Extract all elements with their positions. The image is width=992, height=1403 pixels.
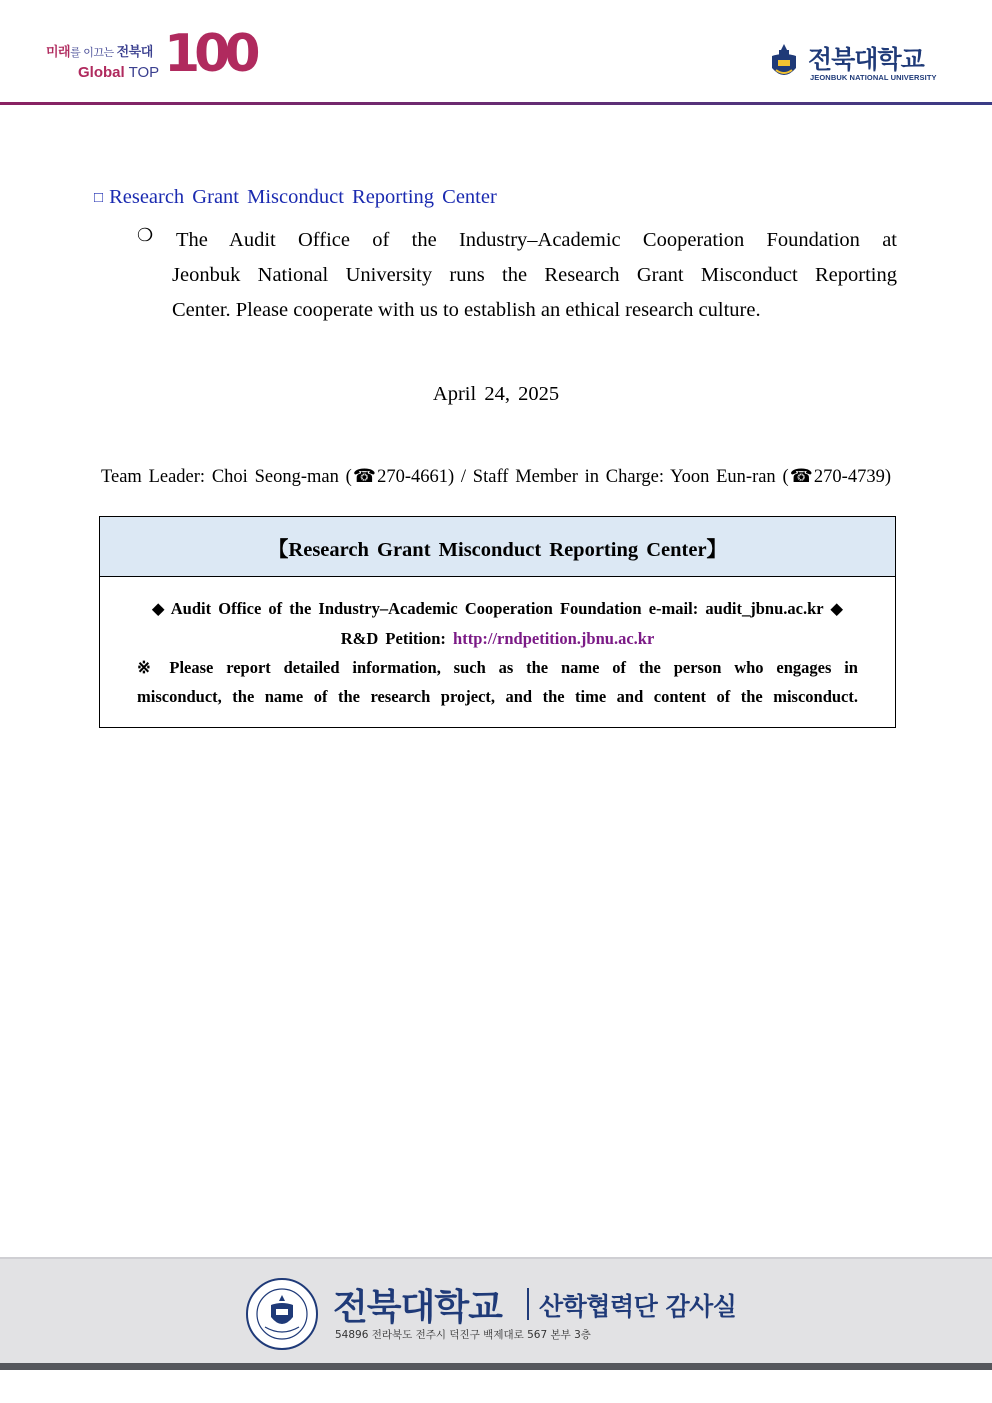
paragraph-line: The Audit Office of the Industry–Academic Cooperation Foundation at (176, 229, 897, 251)
header-divider (0, 102, 992, 105)
reporting-box-title: 【Research Grant Misconduct Reporting Center】 (100, 517, 895, 577)
intro-paragraph (172, 223, 897, 328)
logo-tagline-accent: 미래 (46, 45, 71, 60)
note-line: ※ Please report detailed information, such as the name of the person who engages in (137, 658, 858, 677)
header-university-name: 전북대학교 (808, 45, 924, 74)
square-marker-icon: □ (94, 190, 104, 206)
paragraph-line: Center. Please cooperate with us to establish an ethical research culture. (172, 299, 761, 321)
note-line: misconduct, the name of the research project, and the time and content of the misconduct. (137, 687, 858, 706)
logo-top-word: TOP (124, 64, 160, 81)
footer-top-rule (0, 1257, 992, 1259)
logo-100: 100 (164, 24, 255, 84)
email-line: ◆ Audit Office of the Industry–Academic Cooperation Foundation e-mail: audit_jbnu.ac.kr ◆ (151, 599, 844, 618)
footer-address: 54896 전라북도 전주시 덕진구 백제대로 567 본부 3층 (335, 1329, 591, 1341)
petition-line (100, 629, 895, 649)
page-header (0, 0, 992, 106)
petition-link[interactable]: http://rndpetition.jbnu.ac.kr (453, 629, 655, 648)
footer-bottom-bar (0, 1363, 992, 1370)
logo-tagline-strong: 전북대 (116, 45, 153, 60)
university-emblem-icon (770, 42, 798, 82)
contact-line: Team Leader: Choi Seong-man (☎270-4661) / Staff Member in Charge: Yoon Eun-ran (☎270-4739) (101, 467, 891, 487)
global-top-100-logo (44, 24, 255, 86)
document-date: April 24, 2025 (432, 383, 560, 405)
section-heading (94, 186, 497, 209)
logo-global-word: Global (78, 64, 125, 81)
section-heading-text: Research Grant Misconduct Reporting Center (109, 186, 497, 208)
logo-tagline-rest: 를 이끄는 (70, 46, 117, 59)
footer-office-name: 산학협력단 감사실 (539, 1292, 737, 1321)
university-seal-icon (245, 1277, 319, 1351)
reporting-center-box (99, 516, 896, 728)
page-footer (0, 1257, 992, 1369)
paragraph-line: Jeonbuk National University runs the Research Grant Misconduct Reporting (172, 264, 897, 286)
logo-tagline (46, 41, 153, 60)
footer-university-name: 전북대학교 (333, 1287, 502, 1328)
header-university-subtitle: JEONBUK NATIONAL UNIVERSITY (810, 73, 937, 82)
petition-label: R&D Petition: (340, 629, 454, 648)
circle-bullet-icon: ❍ (137, 225, 154, 246)
footer-divider (527, 1288, 529, 1320)
logo-global-top (78, 64, 159, 81)
jbnu-header-logo (770, 40, 950, 86)
